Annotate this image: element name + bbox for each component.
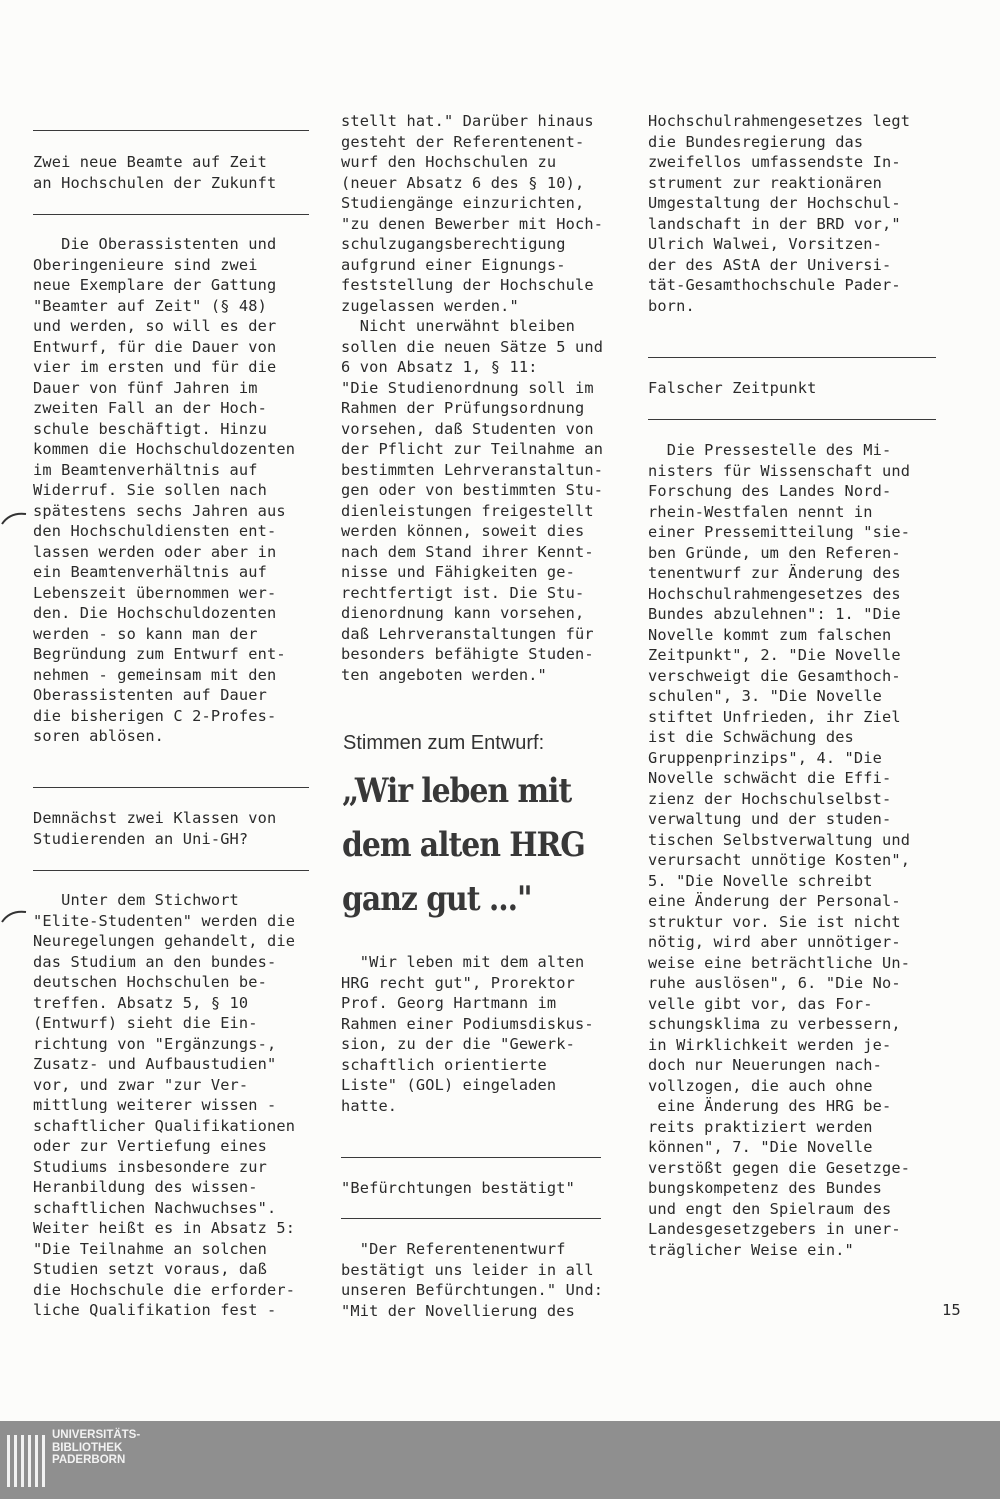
rule-c2-lower: [341, 1218, 601, 1219]
rule-c1-second: [33, 214, 309, 215]
heading-zwei-klassen: Demnächst zwei Klassen von Studierenden an Uni-GH?: [33, 809, 277, 848]
section-label-stimmen: Stimmen zum Entwurf:: [343, 732, 545, 754]
margin-curve-mark-lower: [0, 906, 30, 926]
heading-beamte-auf-zeit: Zwei neue Beamte auf Zeit an Hochschulen der Zukunft: [33, 153, 277, 192]
heading-befuerchtungen: "Befürchtungen bestätigt": [341, 1179, 575, 1197]
paragraph-stellt-hat: stellt hat." Darüber hinaus gesteht der Referentenent- wurf den Hochschulen zu (neuer Absatz 6 des § 10), Studiengänge einzurichten, "zu denen Bewerber mit Hoch- schulzugangsberechtigung aufgrund einer Eignungs- feststellung der Hochschule zugelassen werden.": [341, 112, 604, 315]
paragraph-nicht-unerwaehnt: Nicht unerwähnt bleiben sollen die neuen Sätze 5 und 6 von Absatz 1, § 11: "Die Studienordnung soll im Rahmen der Prüfungsordnung vorsehen, daß Studenten von der Pflicht zur Teilnahme an bestimmten Lehrveranstaltun- gen oder von bestimmten Stu- dienleistungen freigestellt werden können, soweit dies nach dem Stand ihrer Kennt- nisse und Fähigkeiten ge- rechtfertigt ist. Die Stu- dienordnung kann vorsehen, daß Lehrveranstaltungen für besonders befähigte Studen- ten angeboten werden.": [341, 317, 604, 684]
heading-falscher-zeitpunkt: Falscher Zeitpunkt: [648, 379, 817, 397]
rule-c3-lower: [648, 419, 936, 420]
paragraph-pressestelle: Die Pressestelle des Mi- nisters für Wissenschaft und Forschung des Landes Nord- rhein-Westfalen nennt in einer Pressemitteilung "sie- ben Gründe, um den Referen- tenentwurf zur Änderung des Hochschulrahmengesetzes des Bundes abzulehnen": 1. "Die Novelle kommt zum falschen Zeitpunkt", 2. "Die Novelle verschweigt die Gesamthoch- schulen", 3. "Die Novelle stiftet Unfrieden, ihr Ziel ist die Schwächung des Gruppenprinzips", 4. "Die Novelle schwächt die Effi- zienz der Hochschulselbst- verwaltung und der studen- tischen Selbstverwaltung und verursacht unnötige Kosten", 5. "Die Novelle schreibt eine Änderung der Personal- struktur vor. Sie ist nicht nötig, wird aber unnötiger- weise eine beträchtliche Un- ruhe auslösen", 6. "Die No- velle gibt vor, das For- schungsklima zu verbessern, in Wirklichkeit werden je- doch nur Neuerungen nach- vollzogen, die auch ohne eine Änderung des HRG be- reits praktiziert werden können", 7. "Die Novelle verstößt gegen die Gesetzge- bungskompetenz des Bundes und engt den Spielraum des Landesgesetzgebers in uner- träglicher Weise ein.": [648, 441, 911, 1259]
library-footer: [0, 1421, 1000, 1499]
paragraph-hartmann: "Wir leben mit dem alten HRG recht gut", Prorektor Prof. Georg Hartmann im Rahmen einer Podiumsdiskus- sion, zu der die "Gewerk- schaftlich orientierte Liste" (GOL) eingeladen hatte.: [341, 953, 594, 1115]
headline-quote: „Wir leben mit dem alten HRG ganz gut ...": [342, 771, 585, 919]
paragraph-referentenentwurf: "Der Referentenentwurf bestätigt uns leider in all unseren Befürchtungen." Und: "Mit der Novellierung des: [341, 1240, 604, 1320]
page-number: 15: [942, 1301, 961, 1319]
rule-c1-fourth: [33, 870, 309, 871]
margin-curve-mark-upper: [0, 508, 30, 528]
library-name: UNIVERSITÄTS- BIBLIOTHEK PADERBORN: [52, 1429, 141, 1466]
rule-c2-upper: [341, 1157, 601, 1158]
rule-c3-upper: [648, 357, 936, 358]
paragraph-hochschulrahmengesetz: Hochschulrahmengesetzes legt die Bundesregierung das zweifellos umfassendste In- strument zur reaktionären Umgestaltung der Hochschul- landschaft in der BRD vor," Ulrich Walwei, Vorsitzen- der des AStA der Universi- tät-Gesamthochschule Pader- born.: [648, 112, 911, 315]
library-logo-icon: [6, 1429, 46, 1489]
rule-c1-top: [33, 130, 309, 131]
paragraph-elite-studenten: Unter dem Stichwort "Elite-Studenten" werden die Neuregelungen gehandelt, die das Studium an den bundes- deutschen Hochschulen be- treffen. Absatz 5, § 10 (Entwurf) sieht die Ein- richtung von "Ergänzungs-, Zusatz- und Aufbaustudien" vor, und zwar "zur Ver- mittlung weiterer wissen - schaftlicher Qualifikationen oder zur Vertiefung eines Studiums insbesondere zur Heranbildung des wissen- schaftlichen Nachwuchses". Weiter heißt es in Absatz 5: "Die Teilnahme an solchen Studien setzt voraus, daß die Hochschule die erforder- liche Qualifikation fest -: [33, 891, 296, 1319]
rule-c1-third: [33, 787, 309, 788]
paragraph-oberassistenten: Die Oberassistenten und Oberingenieure sind zwei neue Exemplare der Gattung "Beamter auf Zeit" (§ 48) und werden, so will es der Entwurf, für die Dauer von vier im ersten und für die Dauer von fünf Jahren im zweiten Fall an der Hoch- schule beschäftigt. Hinzu kommen die Hochschuldozenten im Beamtenverhältnis auf Widerruf. Sie sollen nach spätestens sechs Jahren aus den Hochschuldiensten ent- lassen werden oder aber in ein Beamtenverhältnis auf Lebenszeit übernommen wer- den. Die Hochschuldozenten werden - so kann man der Begründung zum Entwurf ent- nehmen - gemeinsam mit den Oberassistenten auf Dauer die bisherigen C 2-Profes- soren ablösen.: [33, 235, 296, 745]
